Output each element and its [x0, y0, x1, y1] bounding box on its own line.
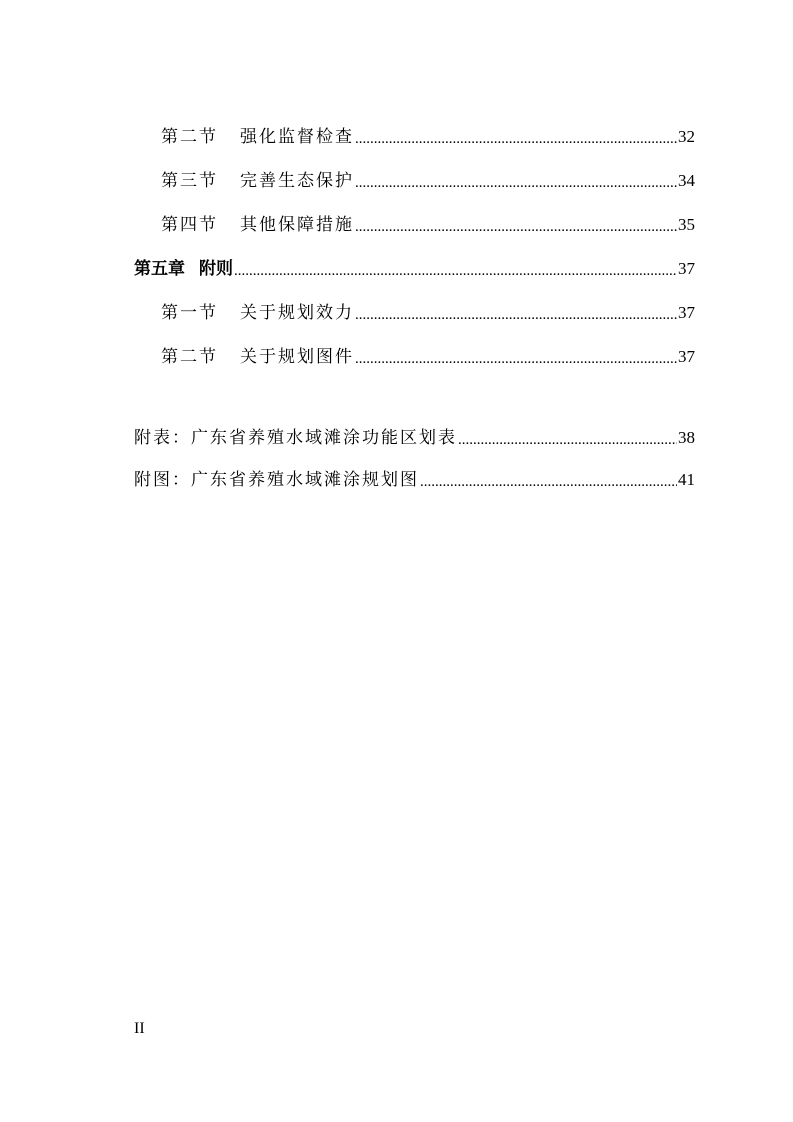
toc-appendix-entry[interactable]	[134, 467, 695, 493]
toc-entry-label	[161, 124, 354, 150]
dot-leader	[234, 260, 677, 282]
dot-leader	[458, 429, 677, 451]
toc-chapter-entry[interactable]	[134, 256, 695, 282]
toc-page-number: 37	[678, 303, 695, 322]
dot-leader	[355, 172, 677, 194]
toc-entry[interactable]	[161, 168, 695, 194]
toc-entry[interactable]	[161, 300, 695, 326]
toc-section-number: 第四节	[161, 215, 218, 235]
toc-chapter-number: 第五章	[134, 259, 185, 279]
toc-appendix-entry[interactable]	[134, 425, 695, 451]
toc-entry[interactable]	[161, 344, 695, 370]
toc-section-title: 关于规划图件	[240, 347, 354, 367]
toc-entry-label	[134, 256, 233, 282]
dot-leader	[355, 216, 677, 238]
toc-entry-label	[161, 300, 354, 326]
toc-section-title: 完善生态保护	[240, 171, 354, 191]
toc-entry[interactable]	[161, 124, 695, 150]
toc-page-number: 32	[678, 127, 695, 146]
dot-leader	[420, 471, 677, 493]
toc-section-number: 第一节	[161, 303, 218, 323]
toc-page-number: 37	[678, 347, 695, 366]
toc-section-title: 关于规划效力	[240, 303, 354, 323]
toc-section-number: 第二节	[161, 347, 218, 367]
dot-leader	[355, 128, 677, 150]
toc-page-number: 34	[678, 171, 695, 190]
toc-page-number: 41	[678, 470, 695, 489]
toc-section-title: 其他保障措施	[240, 215, 354, 235]
toc-page-number: 35	[678, 215, 695, 234]
toc-section-title: 强化监督检查	[240, 127, 354, 147]
footer-page-number: II	[134, 1020, 145, 1037]
dot-leader	[355, 304, 677, 326]
toc-appendix-label: 附表：广东省养殖水域滩涂功能区划表	[134, 428, 457, 448]
toc-entry-label	[161, 344, 354, 370]
toc-entry-label	[161, 168, 354, 194]
toc-appendix-label: 附图：广东省养殖水域滩涂规划图	[134, 470, 419, 490]
toc-entry[interactable]	[161, 212, 695, 238]
toc-chapter-title: 附则	[199, 259, 233, 279]
toc-section-number: 第三节	[161, 171, 218, 191]
toc-entry-label	[161, 212, 354, 238]
toc-section-number: 第二节	[161, 127, 218, 147]
toc-page-number: 38	[678, 428, 695, 447]
dot-leader	[355, 348, 677, 370]
toc-page-number: 37	[678, 259, 695, 278]
